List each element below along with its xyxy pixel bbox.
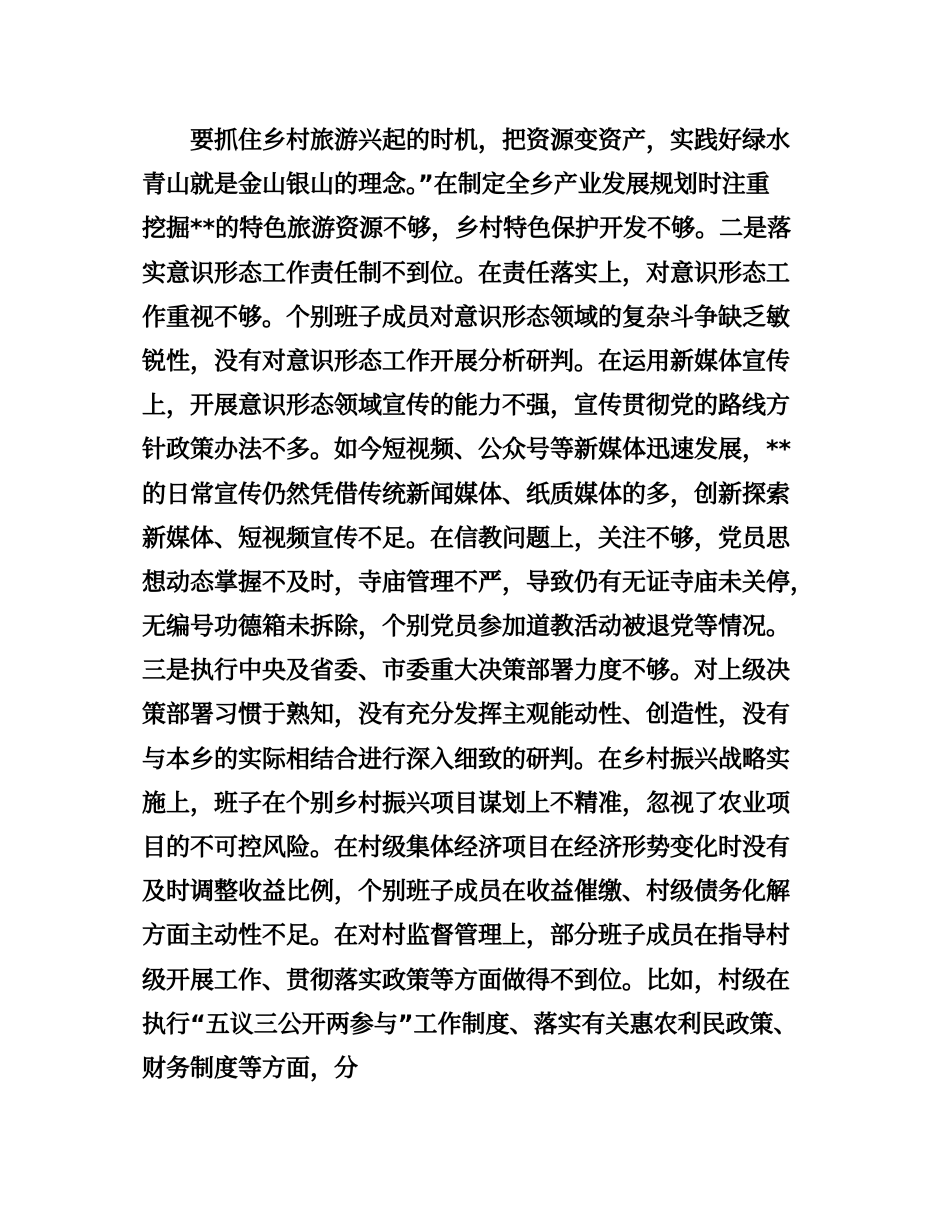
text-line-12: 无编号功德箱未拆除，个别党员参加道教活动被退党等情况。 bbox=[142, 612, 790, 641]
text-line-19: 方面主动性不足。在对村监督管理上，部分班子成员在指导村 bbox=[142, 921, 790, 950]
text-line-13: 三是执行中央及省委、市委重大决策部署力度不够。对上级决 bbox=[142, 656, 790, 685]
text-line-9: 的日常宣传仍然凭借传统新闻媒体、纸质媒体的多，创新探索 bbox=[142, 479, 790, 508]
text-line-22: 财务制度等方面，分 bbox=[142, 1053, 358, 1082]
text-line-10: 新媒体、短视频宣传不足。在信教问题上，关注不够，党员思 bbox=[142, 523, 790, 552]
text-line-3: 挖掘**的特色旅游资源不够，乡村特色保护开发不够。二是落 bbox=[142, 214, 792, 243]
text-line-5: 作重视不够。个别班子成员对意识形态领域的复杂斗争缺乏敏 bbox=[142, 302, 790, 331]
text-line-14: 策部署习惯于熟知，没有充分发挥主观能动性、创造性，没有 bbox=[142, 700, 790, 729]
text-line-20: 级开展工作、贯彻落实政策等方面做得不到位。比如，村级在 bbox=[142, 965, 790, 994]
text-line-2: 青山就是金山银山的理念。”在制定全乡产业发展规划时注重 bbox=[142, 170, 770, 199]
text-line-17: 目的不可控风险。在村级集体经济项目在经济形势变化时没有 bbox=[142, 833, 790, 861]
text-line-15: 与本乡的实际相结合进行深入细致的研判。在乡村振兴战略实 bbox=[142, 744, 790, 773]
text-line-18: 及时调整收益比例，个别班子成员在收益催缴、村级债务化解 bbox=[142, 877, 790, 906]
text-line-7: 上，开展意识形态领域宣传的能力不强，宣传贯彻党的路线方 bbox=[142, 391, 790, 420]
text-line-16: 施上，班子在个别乡村振兴项目谋划上不精准，忽视了农业项 bbox=[142, 788, 790, 817]
text-line-8: 针政策办法不多。如今短视频、公众号等新媒体迅速发展，** bbox=[142, 435, 792, 464]
body-paragraph bbox=[142, 118, 842, 1090]
text-line-6: 锐性，没有对意识形态工作开展分析研判。在运用新媒体宣传 bbox=[142, 346, 790, 375]
text-line-21: 执行“五议三公开两参与”工作制度、落实有关惠农利民政策、 bbox=[142, 1009, 798, 1038]
text-line-1: 要抓住乡村旅游兴起的时机，把资源变资产，实践好绿水 bbox=[190, 126, 790, 154]
text-line-4: 实意识形态工作责任制不到位。在责任落实上，对意识形态工 bbox=[142, 258, 790, 287]
text-line-11: 想动态掌握不及时，寺庙管理不严，导致仍有无证寺庙未关停， bbox=[142, 567, 814, 596]
